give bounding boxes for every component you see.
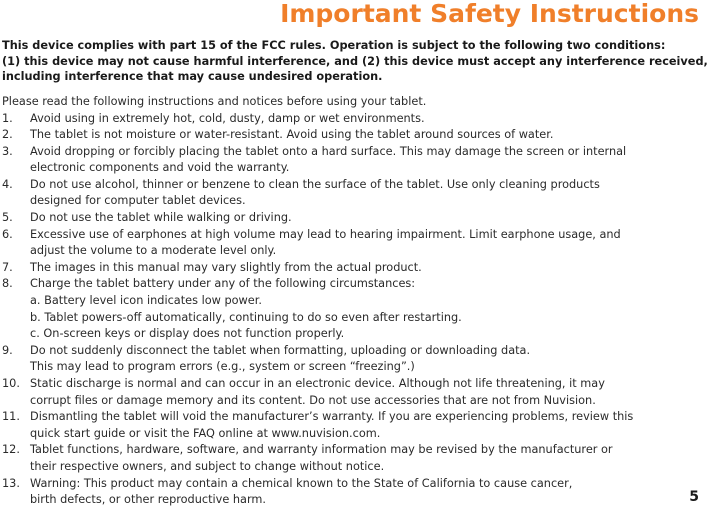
- page-number: 5: [689, 489, 699, 505]
- instruction-text-line: Dismantling the tablet will void the manufacturer’s warranty. If you are experiencing problems, review this: [30, 410, 634, 424]
- instruction-item: [2, 127, 710, 144]
- instruction-text-line: Tablet functions, hardware, software, and warranty information may be revised by the manufacturer or: [30, 443, 613, 457]
- fcc-notice: [2, 38, 710, 85]
- instruction-number: 10.: [2, 377, 20, 390]
- instruction-number: 5.: [2, 211, 13, 225]
- instruction-number: 9.: [2, 343, 13, 357]
- instruction-text-line: The images in this manual may vary slightly from the actual product.: [30, 260, 422, 274]
- instruction-text-line: Warning: This product may contain a chemical known to the State of California to cause cancer,: [30, 476, 573, 490]
- instruction-number: 6.: [2, 227, 13, 241]
- instruction-text-line: quick start guide or visit the FAQ online at www.nuvision.com.: [30, 426, 381, 440]
- instruction-number: 7.: [2, 260, 13, 274]
- instruction-text-line: The tablet is not moisture or water-resistant. Avoid using the tablet around sources of water.: [30, 128, 554, 142]
- instruction-text-line: Static discharge is normal and can occur in an electronic device. Although not life threatening, it may: [30, 377, 605, 390]
- instruction-text-line: This may lead to program errors (e.g., system or screen “freezing”.): [30, 360, 415, 374]
- instruction-number: 3.: [2, 144, 13, 158]
- instruction-text-line: Do not use alcohol, thinner or benzene to clean the surface of the tablet. Use only cleaning products: [30, 177, 600, 191]
- instruction-text-line: Avoid using in extremely hot, cold, dusty, damp or wet environments.: [30, 111, 425, 125]
- instruction-text-line: Avoid dropping or forcibly placing the tablet onto a hard surface. This may damage the screen or internal: [30, 144, 627, 158]
- instruction-text-line: designed for computer tablet devices.: [30, 194, 246, 208]
- instruction-text-line: b. Tablet powers-off automatically, continuing to do so even after restarting.: [30, 310, 462, 324]
- instruction-item: [2, 210, 710, 227]
- instruction-text-line: Do not use the tablet while walking or driving.: [30, 211, 292, 225]
- instruction-text-line: their respective owners, and subject to change without notice.: [30, 459, 385, 473]
- instruction-item: [2, 260, 710, 277]
- instruction-text-line: Excessive use of earphones at high volume may lead to hearing impairment. Limit earphone usage, and: [30, 227, 621, 241]
- instruction-list: [2, 111, 710, 509]
- instruction-item: [2, 276, 710, 342]
- instruction-text-line: a. Battery level icon indicates low power.: [30, 294, 262, 308]
- fcc-notice-line: (1) this device may not cause harmful interference, and (2) this device must accept any interference received,: [2, 54, 708, 68]
- page-title: Important Safety Instructions: [280, 0, 699, 28]
- instruction-item: [2, 144, 710, 177]
- instruction-number: 12.: [2, 443, 20, 457]
- instruction-item: [2, 376, 710, 409]
- fcc-notice-line: including interference that may cause undesired operation.: [2, 70, 383, 83]
- fcc-notice-line: This device complies with part 15 of the FCC rules. Operation is subject to the following two conditions:: [2, 39, 666, 52]
- instruction-text-line: corrupt files or damage memory and its content. Do not use accessories that are not from Nuvision.: [30, 393, 596, 407]
- instruction-item: [2, 177, 710, 210]
- instruction-number: 8.: [2, 277, 13, 291]
- instruction-number: 13.: [2, 476, 20, 490]
- instruction-item: [2, 476, 710, 509]
- instruction-text-line: c. On-screen keys or display does not function properly.: [30, 327, 345, 341]
- instruction-text-line: Charge the tablet battery under any of the following circumstances:: [30, 277, 416, 291]
- instruction-text-line: electronic components and void the warranty.: [30, 161, 290, 175]
- instruction-item: [2, 409, 710, 442]
- instruction-item: [2, 227, 710, 260]
- instruction-text-line: Do not suddenly disconnect the tablet when formatting, uploading or downloading data.: [30, 343, 531, 357]
- instruction-text-line: birth defects, or other reproductive harm.: [30, 493, 267, 507]
- instruction-item: [2, 343, 710, 376]
- instruction-number: 2.: [2, 128, 13, 142]
- instruction-number: 1.: [2, 111, 13, 125]
- instruction-item: [2, 442, 710, 475]
- instruction-number: 4.: [2, 177, 13, 191]
- instruction-item: [2, 111, 710, 128]
- intro-text: Please read the following instructions and notices before using your tablet.: [2, 95, 427, 108]
- instruction-text-line: adjust the volume to a moderate level only.: [30, 244, 277, 258]
- instruction-number: 11.: [2, 410, 20, 424]
